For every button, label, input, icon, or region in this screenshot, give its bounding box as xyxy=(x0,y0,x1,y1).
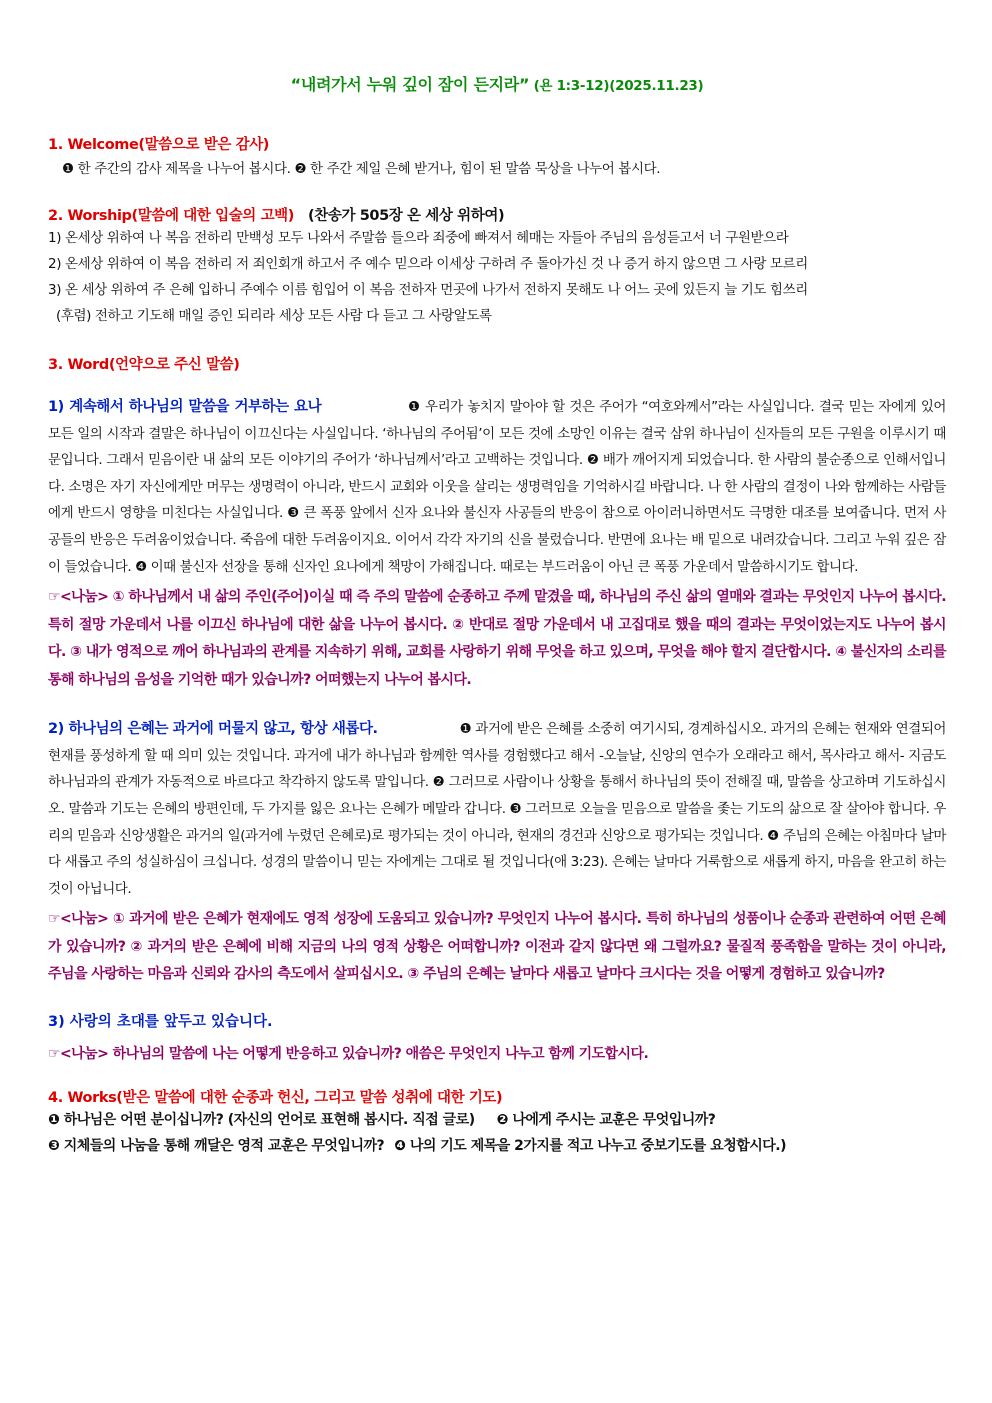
title-main: “내려가서 누워 깊이 잠이 든지라” xyxy=(290,75,530,94)
point-1-paragraph xyxy=(48,394,946,580)
point-3-sharing: ☞<나눔> 하나님의 말씀에 나는 어떻게 반응하고 있습니까? 애씀은 무엇인지 나누고 함께 기도합시다. xyxy=(48,1045,649,1062)
section-heading-worship xyxy=(48,204,946,225)
section-word xyxy=(48,353,946,1068)
title-reference: (욘 1:3-12)(2025.11.23) xyxy=(529,78,704,94)
point-1-sharing: ☞<나눔> ① 하나님께서 내 삶의 주인(주어)이실 때 즉 주의 말씀에 순종하고 주께 맡겼을 때, 하나님의 주신 삶의 열매와 결과는 무엇인지 나누어 봅시다. 특히 절망 가운데서 나를 이끄신 하나님에 대한 삶을 나누어 봅시다. ② 반대로 절망 가운데서 내 고집대로 했을 때의 결과는 무엇이었는지도 나누어 봅시다. ③ 내가 영적으로 깨어 하나님과의 관계를 지속하기 위해, 교회를 사랑하기 위해 무엇을 하고 있으며, 무엇을 해야 할지 결단합시다. ④ 불신자의 소리를 통해 하나님의 음성을 기억한 때가 있습니까? 어떠했는지 나누어 봅시다. xyxy=(48,589,946,688)
section-heading-works: 4. Works(받은 말씀에 대한 순종과 헌신, 그리고 말씀 성취에 대한 기도) xyxy=(48,1090,503,1107)
works-question-2: ❷ 나에게 주시는 교훈은 무엇입니까? xyxy=(496,1112,716,1129)
point-3-title: 3) 사랑의 초대를 앞두고 있습니다. xyxy=(48,1013,273,1030)
section-heading-word: 3. Word(언약으로 주신 말씀) xyxy=(48,357,240,373)
works-row-2 xyxy=(48,1133,946,1159)
hymn-verse-2: 2) 온세상 위하여 이 복음 전하리 저 죄인회개 하고서 주 예수 믿으라 이세상 구하려 주 돌아가신 것 나 증거 하지 않으면 그 사랑 모르리 xyxy=(48,256,808,272)
section-heading-welcome: 1. Welcome(말씀으로 받은 감사) xyxy=(48,137,270,153)
works-question-1: ❶ 하나님은 어떤 분이십니까? (자신의 언어로 표현해 봅시다. 직접 글로) xyxy=(48,1112,475,1129)
point-1-title: 1) 계속해서 하나님의 말씀을 거부하는 요나 xyxy=(48,399,322,415)
worksheet-page xyxy=(48,62,946,1159)
worship-heading-text: 2. Worship(말씀에 대한 입술의 고백) xyxy=(48,208,295,224)
section-works xyxy=(48,1086,946,1159)
point-2-paragraph xyxy=(48,716,946,902)
hymn-chorus: (후렴) 전하고 기도해 매일 증인 되리라 세상 모든 사람 다 듣고 그 사랑알도록 xyxy=(56,308,492,324)
point-2-sharing: ☞<나눔> ① 과거에 받은 은혜가 현재에도 영적 성장에 도움되고 있습니까? 무엇인지 나누어 봅시다. 특히 하나님의 성품이나 순종과 관련하여 어떤 은혜가 있습니까? ② 과거의 받은 은혜에 비해 지금의 나의 영적 상황은 어떠합니까? 이전과 같지 않다면 왜 그럴까요? 물질적 풍족함을 말하는 것이 아니라, 주님을 사랑하는 마음과 신뢰와 감사의 측도에서 살피십시오. ③ 주님의 은혜는 날마다 새롭고 날마다 크시다는 것을 어떻게 경험하고 있습니까? xyxy=(48,911,946,983)
works-question-3: ❸ 지체들의 나눔을 통해 깨달은 영적 교훈은 무엇입니까? xyxy=(48,1138,385,1155)
welcome-line: ❶ 한 주간의 감사 제목을 나누어 봅시다. ❷ 한 주간 제일 은혜 받거나, 힘이 된 말씀 묵상을 나누어 봅시다. xyxy=(62,161,661,177)
hymn-verse-1: 1) 온세상 위하여 나 복음 전하리 만백성 모두 나와서 주말씀 들으라 죄중에 빠져서 헤매는 자들아 주님의 음성듣고서 너 구원받으라 xyxy=(48,230,789,246)
hymn-verse-3: 3) 온 세상 위하여 주 은혜 입하니 주예수 이름 힘입어 이 복음 전하자 먼곳에 나가서 전하지 못해도 나 어느 곳에 있든지 늘 기도 힘쓰리 xyxy=(48,282,808,298)
works-row-1 xyxy=(48,1107,946,1133)
hymn-label: (찬송가 505장 온 세상 위하여) xyxy=(308,208,505,224)
point-2-body: ❶ 과거에 받은 은혜를 소중히 여기시되, 경계하십시오. 과거의 은혜는 현재와 연결되어 현재를 풍성하게 할 때 의미 있는 것입니다. 과거에 내가 하나님과 함께한 역사를 경험했다고 해서 -오늘날, 신앙의 연수가 오래라고 해서, 목사라고 해서- 지금도 하나님과의 관계가 자동적으로 바르다고 착각하지 않도록 말입니다. ❷ 그러므로 사람이나 상황을 통해서 하나님의 뜻이 전해질 때, 말씀을 상고하며 기도하십시오. 말씀과 기도는 은혜의 방편인데, 두 가지를 잃은 요나는 은혜가 메말라 갑니다. ❸ 그러므로 오늘을 믿음으로 말씀을 좇는 기도의 삶으로 잘 살아야 합니다. 우리의 믿음과 신앙생활은 과거의 일(과거에 누렸던 은혜로)로 평가되는 것이 아니라, 현재의 경건과 신앙으로 평가되는 것입니다. ❹ 주님의 은혜는 아침마다 날마다 새롭고 주의 성실하심이 크십니다. 성경의 말씀이니 믿는 자에게는 그대로 될 것입니다(애 3:23). 은혜는 날마다 거룩함으로 새롭게 하지, 마음을 완고히 하는 것이 아닙니다. xyxy=(48,721,946,897)
point-1-body: ❶ 우리가 놓치지 말아야 할 것은 주어가 “여호와께서”라는 사실입니다. 결국 믿는 자에게 있어 모든 일의 시작과 결말은 하나님이 이끄신다는 사실입니다. ‘하나님의 주어됨’이 모든 것에 소망인 이유는 결국 삼위 하나님이 신자들의 모든 구원을 이루시기 때문입니다. 그래서 믿음이란 내 삶의 모든 이야기의 주어가 ‘하나님께서’라고 고백하는 것입니다. ❷ 배가 깨어지게 되었습니다. 한 사람의 불순종으로 인해서입니다. 소명은 자기 자신에게만 머무는 생명력이 아니라, 반드시 교회와 이웃을 살리는 생명력임을 기억하시길 바랍니다. 나 한 사람의 결정이 나와 함께하는 사람들에게 반드시 영향을 미친다는 사실입니다. ❸ 큰 폭풍 앞에서 신자 요나와 불신자 사공들의 반응이 참으로 아이러니하면서도 극명한 대조를 보여줍니다. 먼저 사공들의 반응은 두려움이었습니다. 죽음에 대한 두려움이지요. 이어서 각각 자기의 신을 불렀습니다. 반면에 요나는 배 밑으로 내려갔습니다. 그리고 누워 깊은 잠이 들었습니다. ❹ 이때 불신자 선장을 통해 신자인 요나에게 책망이 가해집니다. 때로는 부드러움이 아닌 큰 폭풍 가운데서 말씀하시기도 합니다. xyxy=(48,399,947,575)
section-welcome xyxy=(48,133,946,182)
works-question-4: ❹ 나의 기도 제목을 2가지를 적고 나누고 중보기도를 요청합시다.) xyxy=(394,1138,787,1155)
point-2-title: 2) 하나님의 은혜는 과거에 머물지 않고, 항상 새롭다. xyxy=(48,721,378,738)
page-title xyxy=(48,72,946,95)
section-worship xyxy=(48,204,946,329)
